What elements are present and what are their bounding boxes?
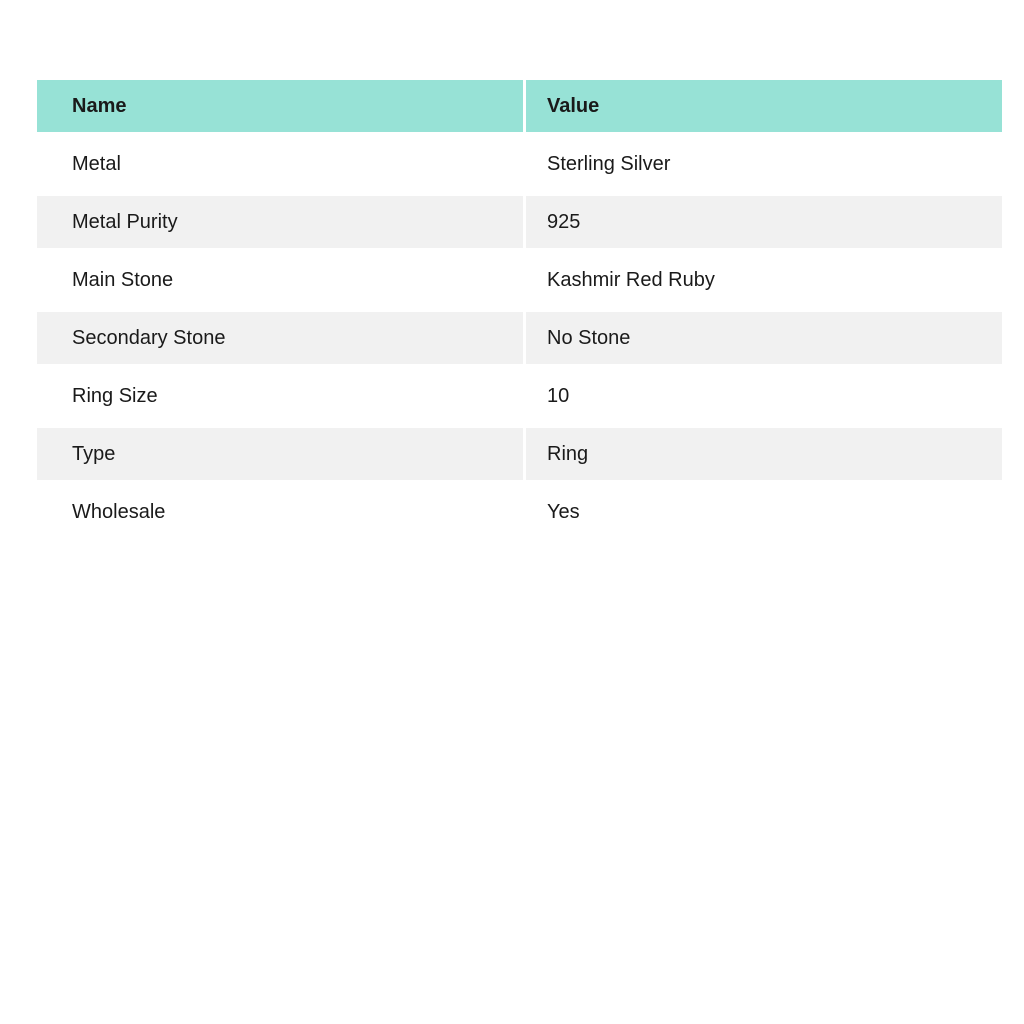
attribute-value-cell: 925	[523, 196, 1002, 248]
table-row	[37, 135, 1002, 193]
attribute-name-cell: Wholesale	[72, 501, 166, 523]
attribute-value-cell: Sterling Silver	[523, 135, 1002, 193]
attribute-name-cell: Ring Size	[72, 385, 158, 407]
table-row	[37, 251, 1002, 309]
table-row	[37, 193, 1002, 251]
table-row	[37, 483, 1002, 541]
attribute-value-cell: Kashmir Red Ruby	[523, 251, 1002, 309]
table-row	[37, 367, 1002, 425]
attribute-name-cell: Metal	[72, 153, 121, 175]
attribute-name-cell: Metal Purity	[72, 211, 178, 233]
attribute-value-cell: No Stone	[523, 312, 1002, 364]
table-header-row	[37, 80, 1002, 135]
attribute-name-cell: Type	[72, 443, 116, 465]
attribute-name-cell: Secondary Stone	[72, 327, 226, 349]
attribute-value-cell: Yes	[523, 483, 1002, 541]
product-attributes-table	[37, 80, 1002, 541]
column-header-name: Name	[72, 95, 127, 117]
column-header-value: Value	[523, 80, 1002, 132]
attribute-value-cell: 10	[523, 367, 1002, 425]
table-row	[37, 309, 1002, 367]
table-row	[37, 425, 1002, 483]
attribute-name-cell: Main Stone	[72, 269, 174, 291]
attribute-value-cell: Ring	[523, 428, 1002, 480]
